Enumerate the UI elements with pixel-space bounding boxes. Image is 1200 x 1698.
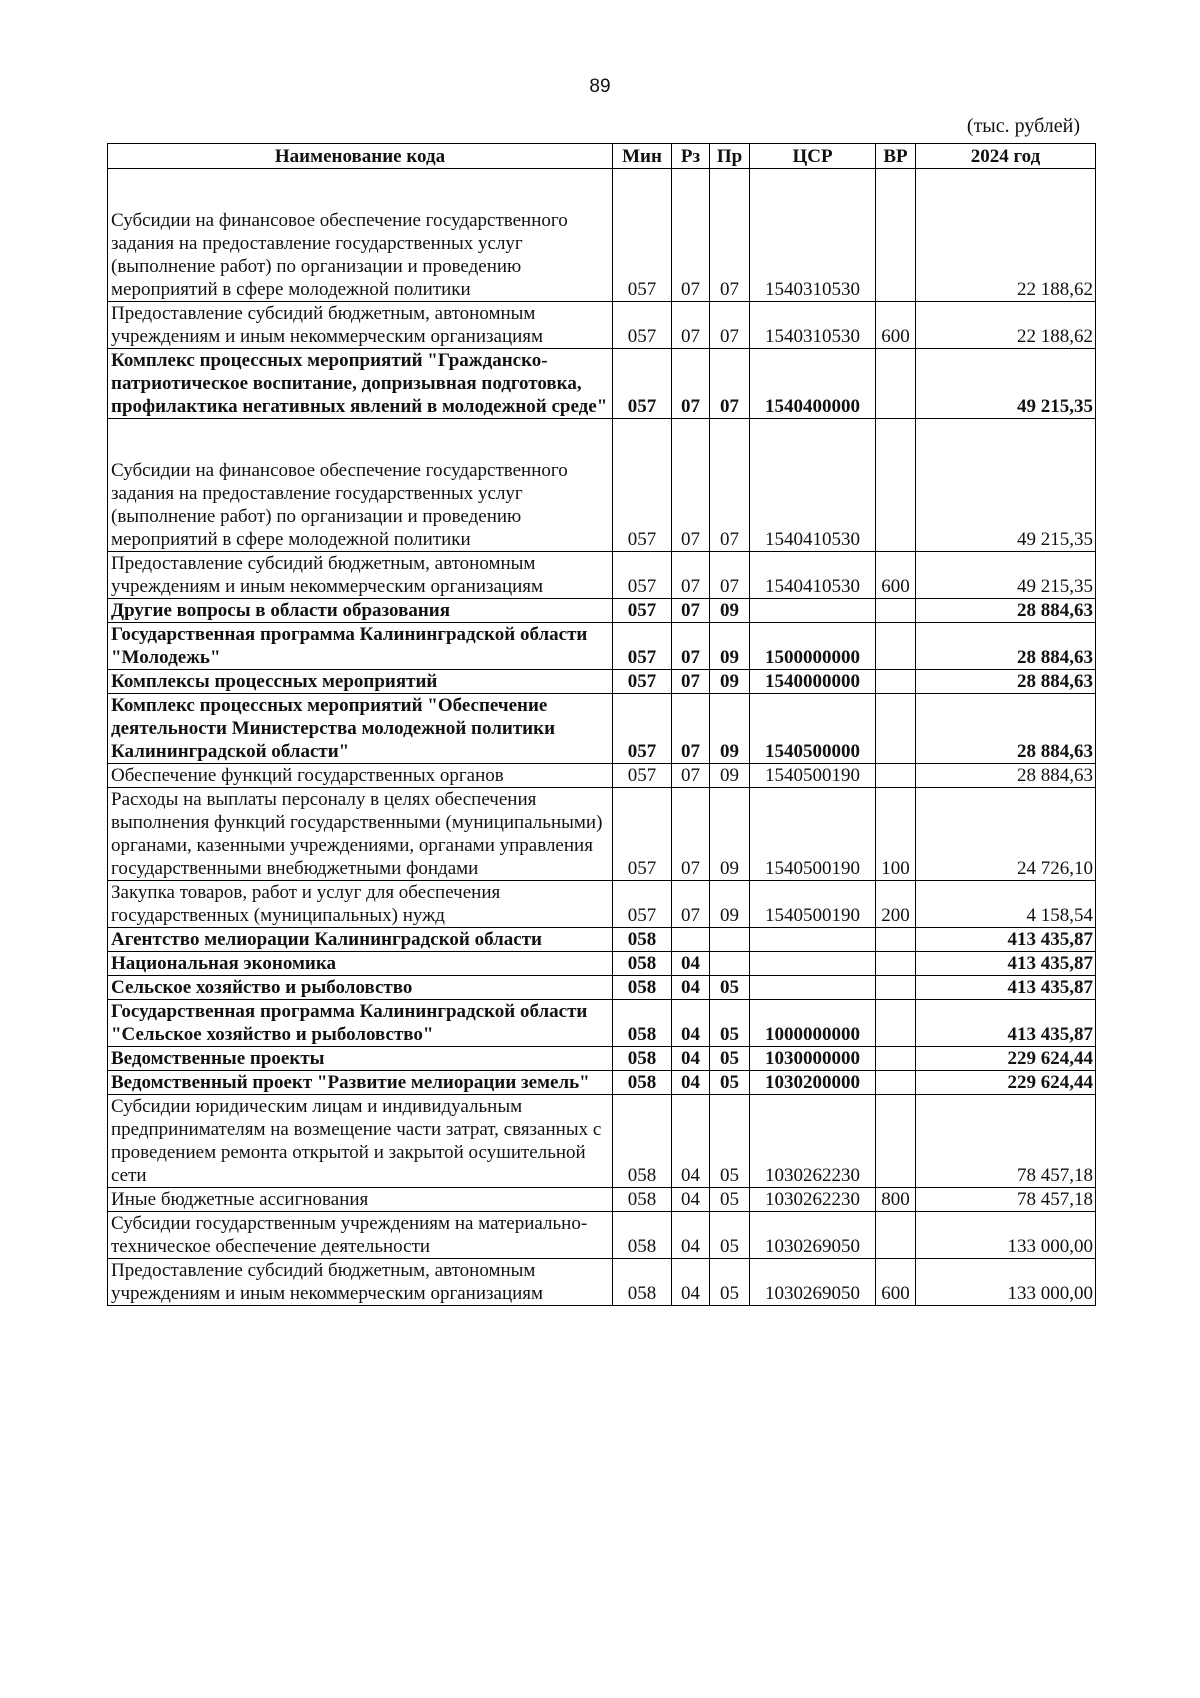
row-pr: 07	[710, 349, 750, 419]
row-name: Закупка товаров, работ и услуг для обеспечения государственных (муниципальных) нужд	[108, 881, 613, 928]
row-rz: 07	[672, 419, 710, 552]
row-pr: 07	[710, 302, 750, 349]
header-amount: 2024 год	[916, 144, 1096, 169]
row-min: 057	[613, 552, 672, 599]
row-pr	[710, 928, 750, 952]
table-body	[108, 169, 1096, 1306]
row-name: Комплексы процессных мероприятий	[108, 670, 613, 694]
row-csr: 1500000000	[750, 623, 876, 670]
row-min: 058	[613, 1095, 672, 1188]
row-vr	[876, 349, 916, 419]
row-vr: 600	[876, 302, 916, 349]
table-row	[108, 764, 1096, 788]
row-name: Ведомственный проект "Развитие мелиорации земель"	[108, 1071, 613, 1095]
row-min: 057	[613, 419, 672, 552]
table-row	[108, 1212, 1096, 1259]
row-amount: 28 884,63	[916, 623, 1096, 670]
row-rz: 04	[672, 1188, 710, 1212]
row-pr: 09	[710, 881, 750, 928]
table-row	[108, 1047, 1096, 1071]
row-amount: 413 435,87	[916, 1000, 1096, 1047]
row-pr: 09	[710, 788, 750, 881]
row-rz: 04	[672, 1047, 710, 1071]
row-rz	[672, 928, 710, 952]
table-row	[108, 670, 1096, 694]
row-amount: 413 435,87	[916, 952, 1096, 976]
row-rz: 07	[672, 552, 710, 599]
row-vr	[876, 1071, 916, 1095]
row-name: Субсидии на финансовое обеспечение государственного задания на предоставление государственных услуг (выполнение работ) по организации и проведению мероприятий в сфере молодежной политики	[108, 419, 613, 552]
row-vr: 800	[876, 1188, 916, 1212]
row-min: 058	[613, 1188, 672, 1212]
row-rz: 07	[672, 349, 710, 419]
row-rz: 04	[672, 1000, 710, 1047]
row-vr	[876, 419, 916, 552]
row-min: 057	[613, 788, 672, 881]
table-row	[108, 169, 1096, 302]
row-csr: 1540410530	[750, 552, 876, 599]
row-amount: 78 457,18	[916, 1188, 1096, 1212]
row-pr: 09	[710, 694, 750, 764]
table-row	[108, 419, 1096, 552]
row-vr	[876, 623, 916, 670]
row-min: 058	[613, 928, 672, 952]
row-vr	[876, 694, 916, 764]
table-row	[108, 623, 1096, 670]
row-pr: 09	[710, 670, 750, 694]
row-vr	[876, 764, 916, 788]
row-amount: 49 215,35	[916, 552, 1096, 599]
row-name: Национальная экономика	[108, 952, 613, 976]
header-rz: Рз	[672, 144, 710, 169]
row-min: 057	[613, 694, 672, 764]
row-pr: 09	[710, 599, 750, 623]
row-min: 057	[613, 881, 672, 928]
row-name: Ведомственные проекты	[108, 1047, 613, 1071]
row-pr: 07	[710, 169, 750, 302]
row-name: Предоставление субсидий бюджетным, автономным учреждениям и иным некоммерческим организациям	[108, 1259, 613, 1306]
row-vr	[876, 169, 916, 302]
row-name: Комплекс процессных мероприятий "Гражданско-патриотическое воспитание, допризывная подготовка, профилактика негативных явлений в молодежной среде"	[108, 349, 613, 419]
row-name: Другие вопросы в области образования	[108, 599, 613, 623]
table-header-row	[108, 144, 1096, 169]
row-min: 058	[613, 976, 672, 1000]
row-name: Государственная программа Калининградской области "Сельское хозяйство и рыболовство"	[108, 1000, 613, 1047]
table-row	[108, 552, 1096, 599]
row-min: 057	[613, 623, 672, 670]
row-vr: 600	[876, 1259, 916, 1306]
row-vr	[876, 1095, 916, 1188]
row-min: 058	[613, 1212, 672, 1259]
table-row	[108, 952, 1096, 976]
row-amount: 413 435,87	[916, 976, 1096, 1000]
row-min: 057	[613, 349, 672, 419]
row-csr: 1030200000	[750, 1071, 876, 1095]
row-csr: 1030262230	[750, 1188, 876, 1212]
row-name: Предоставление субсидий бюджетным, автономным учреждениям и иным некоммерческим организациям	[108, 552, 613, 599]
row-rz: 07	[672, 788, 710, 881]
row-rz: 04	[672, 1071, 710, 1095]
row-amount: 22 188,62	[916, 302, 1096, 349]
row-vr: 100	[876, 788, 916, 881]
row-amount: 229 624,44	[916, 1047, 1096, 1071]
row-pr: 07	[710, 552, 750, 599]
table-row	[108, 881, 1096, 928]
row-amount: 28 884,63	[916, 764, 1096, 788]
table-row	[108, 1188, 1096, 1212]
row-csr: 1540000000	[750, 670, 876, 694]
row-name: Комплекс процессных мероприятий "Обеспечение деятельности Министерства молодежной политики Калининградской области"	[108, 694, 613, 764]
header-name: Наименование кода	[108, 144, 613, 169]
row-min: 058	[613, 1047, 672, 1071]
row-amount: 49 215,35	[916, 419, 1096, 552]
table-row	[108, 1000, 1096, 1047]
row-amount: 24 726,10	[916, 788, 1096, 881]
header-vr: ВР	[876, 144, 916, 169]
budget-table	[107, 143, 1096, 1306]
row-rz: 07	[672, 670, 710, 694]
row-name: Обеспечение функций государственных органов	[108, 764, 613, 788]
table-row	[108, 694, 1096, 764]
row-name: Агентство мелиорации Калининградской области	[108, 928, 613, 952]
row-csr: 1030262230	[750, 1095, 876, 1188]
header-csr: ЦСР	[750, 144, 876, 169]
table-row	[108, 599, 1096, 623]
row-csr: 1540310530	[750, 302, 876, 349]
table-row	[108, 928, 1096, 952]
row-csr	[750, 952, 876, 976]
row-amount: 28 884,63	[916, 670, 1096, 694]
row-csr: 1540500190	[750, 788, 876, 881]
row-name: Субсидии государственным учреждениям на материально-техническое обеспечение деятельности	[108, 1212, 613, 1259]
row-csr	[750, 599, 876, 623]
row-amount: 413 435,87	[916, 928, 1096, 952]
row-csr: 1030000000	[750, 1047, 876, 1071]
units-label: (тыс. рублей)	[966, 115, 1080, 137]
row-csr: 1540310530	[750, 169, 876, 302]
row-pr: 05	[710, 1071, 750, 1095]
row-amount: 229 624,44	[916, 1071, 1096, 1095]
table-row	[108, 349, 1096, 419]
row-pr: 09	[710, 623, 750, 670]
row-pr: 05	[710, 1000, 750, 1047]
header-pr: Пр	[710, 144, 750, 169]
row-min: 058	[613, 1259, 672, 1306]
row-name: Предоставление субсидий бюджетным, автономным учреждениям и иным некоммерческим организациям	[108, 302, 613, 349]
row-rz: 07	[672, 599, 710, 623]
row-vr	[876, 599, 916, 623]
row-vr	[876, 928, 916, 952]
table-row	[108, 302, 1096, 349]
row-csr: 1540500000	[750, 694, 876, 764]
row-rz: 07	[672, 694, 710, 764]
row-vr: 200	[876, 881, 916, 928]
row-min: 057	[613, 599, 672, 623]
row-name: Субсидии на финансовое обеспечение государственного задания на предоставление государственных услуг (выполнение работ) по организации и проведению мероприятий в сфере молодежной политики	[108, 169, 613, 302]
row-vr	[876, 976, 916, 1000]
row-pr: 05	[710, 1188, 750, 1212]
row-rz: 07	[672, 764, 710, 788]
row-vr	[876, 670, 916, 694]
row-pr: 09	[710, 764, 750, 788]
row-rz: 04	[672, 1212, 710, 1259]
table-row	[108, 788, 1096, 881]
row-pr	[710, 952, 750, 976]
row-pr: 05	[710, 976, 750, 1000]
row-vr	[876, 1047, 916, 1071]
row-csr	[750, 976, 876, 1000]
table-row	[108, 976, 1096, 1000]
row-vr	[876, 952, 916, 976]
row-rz: 07	[672, 302, 710, 349]
table-row	[108, 1071, 1096, 1095]
row-amount: 22 188,62	[916, 169, 1096, 302]
row-pr: 07	[710, 419, 750, 552]
row-pr: 05	[710, 1047, 750, 1071]
row-vr	[876, 1000, 916, 1047]
row-amount: 28 884,63	[916, 599, 1096, 623]
row-amount: 133 000,00	[916, 1259, 1096, 1306]
row-name: Иные бюджетные ассигнования	[108, 1188, 613, 1212]
row-csr	[750, 928, 876, 952]
row-rz: 04	[672, 1259, 710, 1306]
row-pr: 05	[710, 1259, 750, 1306]
row-rz: 07	[672, 623, 710, 670]
row-pr: 05	[710, 1095, 750, 1188]
row-rz: 04	[672, 1095, 710, 1188]
row-csr: 1030269050	[750, 1259, 876, 1306]
row-name: Расходы на выплаты персоналу в целях обеспечения выполнения функций государственными (муниципальными) органами, казенными учреждениями, органами управления государственными внебюджетными фондами	[108, 788, 613, 881]
row-rz: 04	[672, 976, 710, 1000]
row-csr: 1540500190	[750, 881, 876, 928]
row-name: Сельское хозяйство и рыболовство	[108, 976, 613, 1000]
row-csr: 1540410530	[750, 419, 876, 552]
table-row	[108, 1259, 1096, 1306]
row-name: Государственная программа Калининградской области "Молодежь"	[108, 623, 613, 670]
row-csr: 1030269050	[750, 1212, 876, 1259]
row-amount: 78 457,18	[916, 1095, 1096, 1188]
row-vr: 600	[876, 552, 916, 599]
row-amount: 28 884,63	[916, 694, 1096, 764]
row-rz: 07	[672, 169, 710, 302]
row-amount: 133 000,00	[916, 1212, 1096, 1259]
row-min: 057	[613, 764, 672, 788]
row-amount: 49 215,35	[916, 349, 1096, 419]
row-min: 058	[613, 952, 672, 976]
page-number: 89	[589, 76, 611, 97]
row-min: 057	[613, 302, 672, 349]
table-row	[108, 1095, 1096, 1188]
row-name: Субсидии юридическим лицам и индивидуальным предпринимателям на возмещение части затрат, связанных с проведением ремонта открытой и закрытой осушительной сети	[108, 1095, 613, 1188]
row-csr: 1000000000	[750, 1000, 876, 1047]
row-min: 057	[613, 670, 672, 694]
row-csr: 1540500190	[750, 764, 876, 788]
row-csr: 1540400000	[750, 349, 876, 419]
header-min: Мин	[613, 144, 672, 169]
row-amount: 4 158,54	[916, 881, 1096, 928]
row-vr	[876, 1212, 916, 1259]
row-min: 058	[613, 1000, 672, 1047]
row-rz: 07	[672, 881, 710, 928]
row-min: 058	[613, 1071, 672, 1095]
row-rz: 04	[672, 952, 710, 976]
row-pr: 05	[710, 1212, 750, 1259]
row-min: 057	[613, 169, 672, 302]
